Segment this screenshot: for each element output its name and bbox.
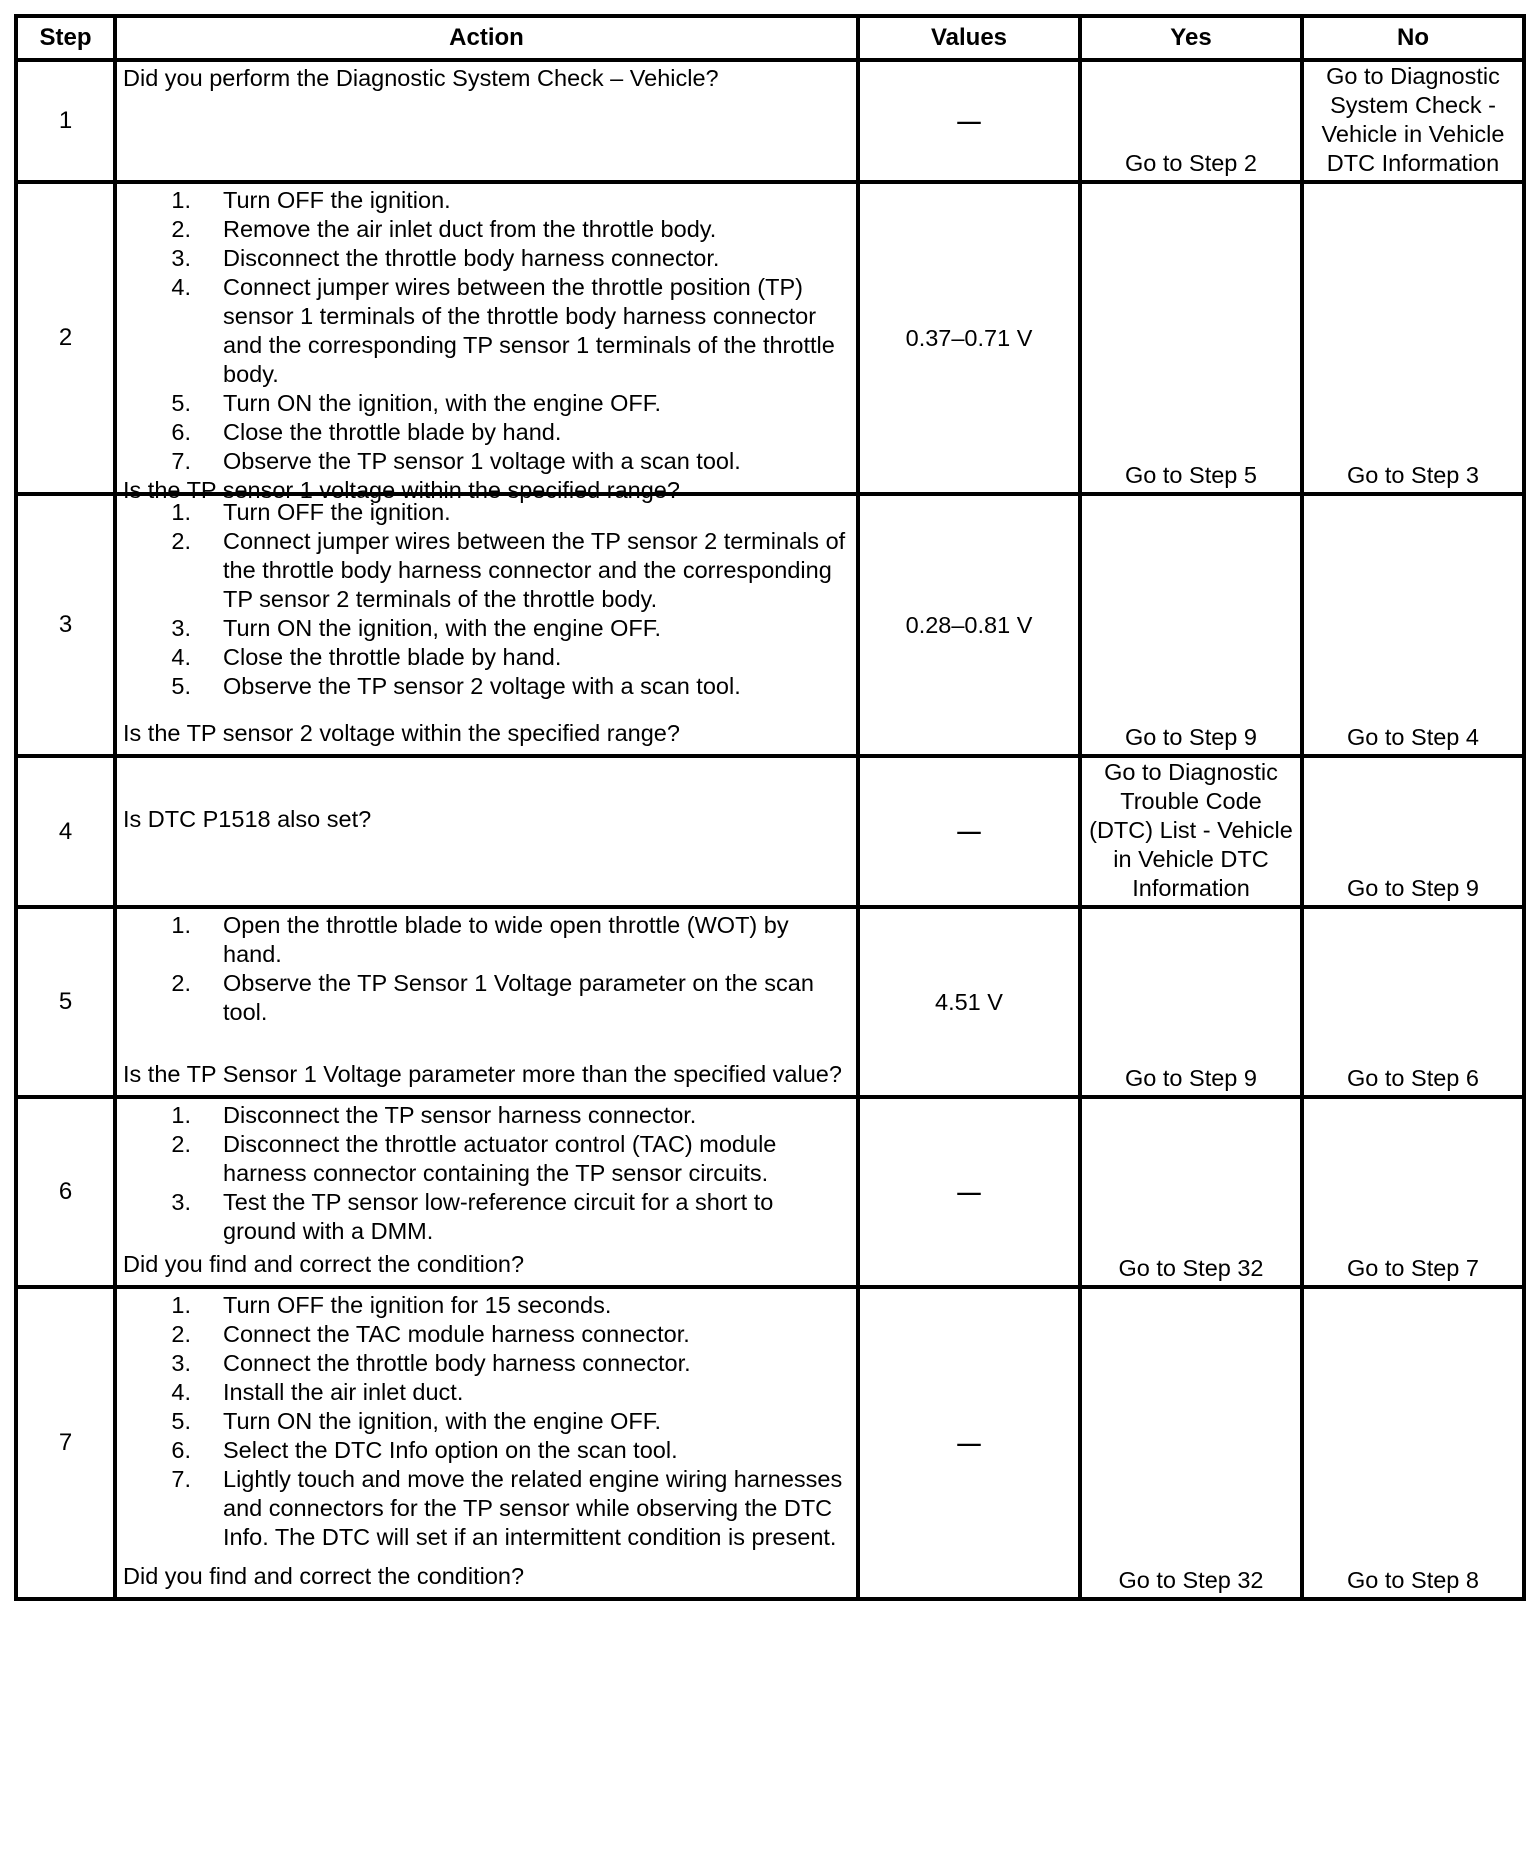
action-question: Is the TP sensor 2 voltage within the specified range? xyxy=(123,720,680,746)
list-item xyxy=(123,1188,848,1246)
step-item-number: 2. xyxy=(171,970,191,996)
step-item-text: Observe the TP Sensor 1 Voltage parameter on the scan tool. xyxy=(223,970,814,1025)
step-item-number: 1. xyxy=(171,1292,191,1318)
value-cell: 0.37–0.71 V xyxy=(858,182,1080,494)
step-item-text: Open the throttle blade to wide open throttle (WOT) by hand. xyxy=(223,912,789,967)
table-body xyxy=(16,60,1524,1599)
action-step-list xyxy=(123,911,848,1027)
step-item-text: Turn OFF the ignition for 15 seconds. xyxy=(223,1292,612,1318)
table-row xyxy=(16,1097,1524,1287)
diagnostic-table xyxy=(14,14,1526,1601)
action-step-list xyxy=(123,186,848,476)
table-row xyxy=(16,494,1524,756)
step-item-number: 1. xyxy=(171,1102,191,1128)
step-number: 2 xyxy=(16,182,115,494)
header-action: Action xyxy=(115,16,858,60)
step-item-text: Close the throttle blade by hand. xyxy=(223,419,562,445)
list-item xyxy=(123,643,848,672)
no-cell: Go to Step 9 xyxy=(1302,756,1524,907)
step-item-number: 3. xyxy=(171,1350,191,1376)
list-item xyxy=(123,1407,848,1436)
action-question: Is the TP Sensor 1 Voltage parameter more than the specified value? xyxy=(123,1061,842,1087)
value-cell: 0.28–0.81 V xyxy=(858,494,1080,756)
step-item-text: Disconnect the throttle body harness connector. xyxy=(223,245,720,271)
step-item-number: 5. xyxy=(171,673,191,699)
action-content xyxy=(117,184,856,503)
step-item-number: 5. xyxy=(171,390,191,416)
step-number: 1 xyxy=(16,60,115,182)
step-item-text: Turn ON the ignition, with the engine OFF. xyxy=(223,390,662,416)
header-row xyxy=(16,16,1524,60)
action-question: Did you perform the Diagnostic System Check – Vehicle? xyxy=(123,65,719,91)
yes-cell: Go to Step 5 xyxy=(1080,182,1302,494)
step-item-text: Turn OFF the ignition. xyxy=(223,187,451,213)
list-item xyxy=(123,1378,848,1407)
list-item xyxy=(123,1291,848,1320)
list-item xyxy=(123,389,848,418)
yes-cell: Go to Step 9 xyxy=(1080,494,1302,756)
list-item xyxy=(123,527,848,614)
list-item xyxy=(123,498,848,527)
action-question: Did you find and correct the condition? xyxy=(123,1563,525,1589)
list-item xyxy=(123,1436,848,1465)
no-cell: Go to Step 8 xyxy=(1302,1287,1524,1599)
header-yes: Yes xyxy=(1080,16,1302,60)
step-item-text: Close the throttle blade by hand. xyxy=(223,644,562,670)
step-item-text: Turn ON the ignition, with the engine OFF. xyxy=(223,615,662,641)
no-cell: Go to Step 7 xyxy=(1302,1097,1524,1287)
list-item xyxy=(123,215,848,244)
step-item-number: 5. xyxy=(171,1408,191,1434)
step-item-number: 2. xyxy=(171,1131,191,1157)
table-row xyxy=(16,182,1524,494)
step-number: 3 xyxy=(16,494,115,756)
action-content xyxy=(117,758,856,880)
list-item xyxy=(123,672,848,701)
table-row xyxy=(16,60,1524,182)
step-item-number: 6. xyxy=(171,1437,191,1463)
action-content xyxy=(117,909,856,1091)
value-cell: — xyxy=(858,60,1080,182)
no-cell: Go to Diagnostic System Check - Vehicle in Vehicle DTC Information xyxy=(1302,60,1524,182)
action-content xyxy=(117,1289,856,1593)
action-cell xyxy=(115,756,858,907)
list-item xyxy=(123,1101,848,1130)
step-item-number: 4. xyxy=(171,644,191,670)
header-values: Values xyxy=(858,16,1080,60)
step-item-text: Connect jumper wires between the throttle position (TP) sensor 1 terminals of the throttle body harness connector and the corresponding TP sensor 1 terminals of the throttle body. xyxy=(223,274,835,387)
action-question: Did you find and correct the condition? xyxy=(123,1251,525,1277)
table-row xyxy=(16,756,1524,907)
step-item-number: 1. xyxy=(171,912,191,938)
step-item-text: Connect the TAC module harness connector. xyxy=(223,1321,690,1347)
table-row xyxy=(16,907,1524,1097)
step-item-text: Disconnect the TP sensor harness connector. xyxy=(223,1102,697,1128)
step-item-number: 7. xyxy=(171,448,191,474)
step-item-number: 3. xyxy=(171,615,191,641)
yes-cell: Go to Step 9 xyxy=(1080,907,1302,1097)
list-item xyxy=(123,273,848,389)
step-number: 4 xyxy=(16,756,115,907)
yes-cell: Go to Step 32 xyxy=(1080,1287,1302,1599)
step-item-text: Remove the air inlet duct from the throttle body. xyxy=(223,216,717,242)
step-item-text: Connect the throttle body harness connector. xyxy=(223,1350,691,1376)
action-question: Is DTC P1518 also set? xyxy=(123,805,372,832)
action-step-list xyxy=(123,498,848,701)
action-cell xyxy=(115,60,858,182)
value-cell: 4.51 V xyxy=(858,907,1080,1097)
action-content xyxy=(117,1099,856,1281)
list-item xyxy=(123,186,848,215)
step-number: 6 xyxy=(16,1097,115,1287)
step-item-number: 2. xyxy=(171,1321,191,1347)
step-item-number: 2. xyxy=(171,216,191,242)
value-cell: — xyxy=(858,1097,1080,1287)
step-number: 5 xyxy=(16,907,115,1097)
no-cell: Go to Step 4 xyxy=(1302,494,1524,756)
value-cell: — xyxy=(858,1287,1080,1599)
list-item xyxy=(123,1349,848,1378)
diagnostic-table-container xyxy=(14,14,1522,1601)
step-number: 7 xyxy=(16,1287,115,1599)
list-item xyxy=(123,447,848,476)
step-item-text: Observe the TP sensor 1 voltage with a scan tool. xyxy=(223,448,741,474)
step-item-text: Select the DTC Info option on the scan tool. xyxy=(223,1437,678,1463)
yes-cell: Go to Step 32 xyxy=(1080,1097,1302,1287)
step-item-text: Observe the TP sensor 2 voltage with a scan tool. xyxy=(223,673,741,699)
step-item-number: 1. xyxy=(171,499,191,525)
step-item-number: 4. xyxy=(171,274,191,300)
list-item xyxy=(123,1320,848,1349)
step-item-number: 1. xyxy=(171,187,191,213)
action-step-list xyxy=(123,1101,848,1246)
action-cell xyxy=(115,494,858,756)
header-no: No xyxy=(1302,16,1524,60)
yes-cell: Go to Step 2 xyxy=(1080,60,1302,182)
yes-cell: Go to Diagnostic Trouble Code (DTC) List - Vehicle in Vehicle DTC Information xyxy=(1080,756,1302,907)
step-item-text: Lightly touch and move the related engine wiring harnesses and connectors for the TP sensor while observing the DTC Info. The DTC will set if an intermittent condition is present. xyxy=(223,1466,843,1550)
step-item-number: 7. xyxy=(171,1466,191,1492)
action-content xyxy=(117,496,856,750)
value-cell: — xyxy=(858,756,1080,907)
list-item xyxy=(123,1465,848,1552)
step-item-text: Turn OFF the ignition. xyxy=(223,499,451,525)
list-item xyxy=(123,614,848,643)
list-item xyxy=(123,1130,848,1188)
action-content xyxy=(117,62,856,176)
action-question: Is the TP sensor 1 voltage within the specified range? xyxy=(123,477,680,503)
list-item xyxy=(123,969,848,1027)
step-item-number: 4. xyxy=(171,1379,191,1405)
step-item-text: Install the air inlet duct. xyxy=(223,1379,464,1405)
list-item xyxy=(123,244,848,273)
step-item-number: 6. xyxy=(171,419,191,445)
step-item-text: Connect jumper wires between the TP sensor 2 terminals of the throttle body harness connector and the corresponding TP sensor 2 terminals of the throttle body. xyxy=(223,528,846,612)
no-cell: Go to Step 6 xyxy=(1302,907,1524,1097)
step-item-text: Turn ON the ignition, with the engine OFF. xyxy=(223,1408,662,1434)
action-cell xyxy=(115,907,858,1097)
action-cell xyxy=(115,182,858,503)
step-item-number: 3. xyxy=(171,245,191,271)
list-item xyxy=(123,418,848,447)
table-row xyxy=(16,1287,1524,1599)
no-cell: Go to Step 3 xyxy=(1302,182,1524,494)
step-item-text: Test the TP sensor low-reference circuit for a short to ground with a DMM. xyxy=(223,1189,774,1244)
action-cell xyxy=(115,1287,858,1599)
step-item-text: Disconnect the throttle actuator control (TAC) module harness connector containing the TP sensor circuits. xyxy=(223,1131,777,1186)
action-step-list xyxy=(123,1291,848,1552)
step-item-number: 2. xyxy=(171,528,191,554)
list-item xyxy=(123,911,848,969)
action-cell xyxy=(115,1097,858,1287)
header-step: Step xyxy=(16,16,115,60)
step-item-number: 3. xyxy=(171,1189,191,1215)
